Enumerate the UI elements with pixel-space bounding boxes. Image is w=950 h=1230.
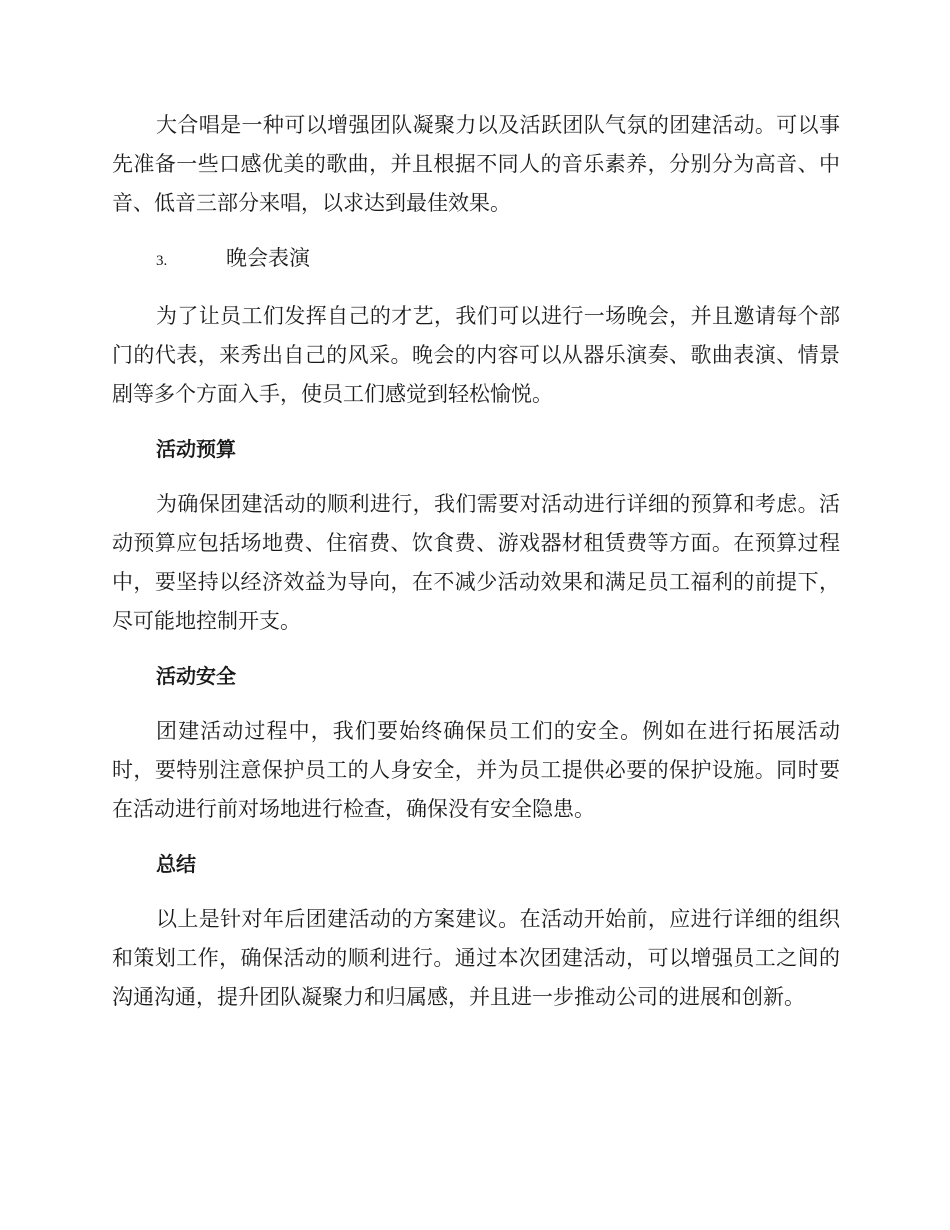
heading-summary: 总结 [156, 852, 196, 876]
heading-budget: 活动预算 [156, 437, 236, 461]
paragraph-safety: 团建活动过程中，我们要始终确保员工们的安全。例如在进行拓展活动时，要特别注意保护员工的人身安全，并为员工提供必要的保护设施。同时要在活动进行前对场地进行检查，确保没有安全隐患。 [112, 719, 840, 821]
paragraph-evening-show: 为了让员工们发挥自己的才艺，我们可以进行一场晚会，并且邀请每个部门的代表，来秀出自己的风采。晚会的内容可以从器乐演奏、歌曲表演、情景剧等多个方面入手，使员工们感觉到轻松愉悦。 [112, 304, 840, 406]
document-body [112, 106, 840, 1033]
list-item-number: 3. [156, 253, 168, 269]
heading-safety: 活动安全 [156, 664, 236, 688]
paragraph-summary: 以上是针对年后团建活动的方案建议。在活动开始前，应进行详细的组织和策划工作，确保活动的顺利进行。通过本次团建活动，可以增强员工之间的沟通沟通，提升团队凝聚力和归属感，并且进一步推动公司的进展和创新。 [112, 907, 840, 1009]
paragraph-budget: 为确保团建活动的顺利进行，我们需要对活动进行详细的预算和考虑。活动预算应包括场地费、住宿费、饮食费、游戏器材租赁费等方面。在预算过程中，要坚持以经济效益为导向，在不减少活动效果和满足员工福利的前提下，尽可能地控制开支。 [112, 492, 840, 633]
paragraph-choir: 大合唱是一种可以增强团队凝聚力以及活跃团队气氛的团建活动。可以事先准备一些口感优美的歌曲，并且根据不同人的音乐素养，分别分为高音、中音、低音三部分来唱，以求达到最佳效果。 [112, 113, 840, 215]
list-item-label: 晚会表演 [226, 246, 310, 270]
list-item-evening-show [112, 239, 840, 281]
